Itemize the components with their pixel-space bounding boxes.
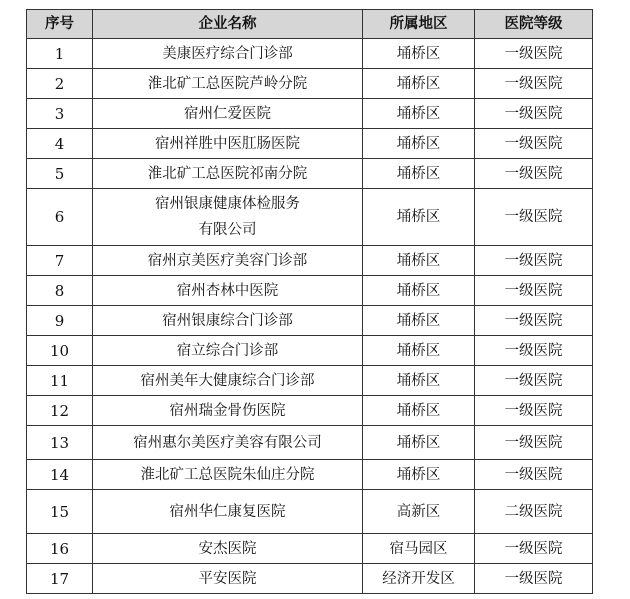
cell-level: 一级医院 bbox=[475, 396, 593, 426]
cell-name-line: 宿州华仁康复医院 bbox=[169, 503, 286, 520]
header-area: 所属地区 bbox=[363, 10, 475, 39]
cell-no: 12 bbox=[27, 396, 93, 426]
table-body bbox=[27, 39, 593, 594]
cell-area: 埇桥区 bbox=[363, 246, 475, 276]
cell-no: 16 bbox=[27, 534, 93, 564]
cell-no: 8 bbox=[27, 276, 93, 306]
cell-area: 埇桥区 bbox=[363, 129, 475, 159]
table-row bbox=[27, 534, 593, 564]
table-row bbox=[27, 39, 593, 69]
cell-level: 一级医院 bbox=[475, 246, 593, 276]
cell-name-line: 安杰医院 bbox=[198, 540, 257, 557]
cell-area: 埇桥区 bbox=[363, 69, 475, 99]
table-row bbox=[27, 189, 593, 246]
cell-level: 一级医院 bbox=[475, 460, 593, 490]
cell-no: 13 bbox=[27, 426, 93, 460]
cell-area: 埇桥区 bbox=[363, 39, 475, 69]
cell-no: 4 bbox=[27, 129, 93, 159]
cell-level: 一级医院 bbox=[475, 306, 593, 336]
header-name: 企业名称 bbox=[93, 10, 363, 39]
table-row bbox=[27, 246, 593, 276]
cell-name-line: 平安医院 bbox=[198, 570, 257, 587]
cell-level: 一级医院 bbox=[475, 189, 593, 246]
table-row bbox=[27, 564, 593, 594]
cell-no: 6 bbox=[27, 189, 93, 246]
cell-area: 埇桥区 bbox=[363, 306, 475, 336]
cell-name-line: 宿州银康健康体检服务 bbox=[155, 196, 300, 212]
table-row bbox=[27, 426, 593, 460]
cell-area: 埇桥区 bbox=[363, 336, 475, 366]
cell-name bbox=[93, 99, 363, 129]
cell-name-line: 宿州京美医疗美容门诊部 bbox=[147, 252, 308, 269]
cell-name bbox=[93, 276, 363, 306]
cell-level: 一级医院 bbox=[475, 366, 593, 396]
cell-name bbox=[93, 159, 363, 189]
cell-no: 1 bbox=[27, 39, 93, 69]
cell-level: 一级医院 bbox=[475, 276, 593, 306]
cell-name-line: 有限公司 bbox=[198, 222, 257, 238]
cell-name-line: 宿州瑞金骨伤医院 bbox=[169, 402, 286, 419]
cell-level: 一级医院 bbox=[475, 39, 593, 69]
table-row bbox=[27, 490, 593, 534]
cell-name bbox=[93, 564, 363, 594]
cell-name bbox=[93, 129, 363, 159]
hospital-table bbox=[26, 9, 593, 594]
cell-level: 一级医院 bbox=[475, 564, 593, 594]
header-level: 医院等级 bbox=[475, 10, 593, 39]
table-row bbox=[27, 366, 593, 396]
cell-name bbox=[93, 396, 363, 426]
cell-no: 2 bbox=[27, 69, 93, 99]
table-row bbox=[27, 460, 593, 490]
cell-level: 一级医院 bbox=[475, 159, 593, 189]
cell-no: 5 bbox=[27, 159, 93, 189]
cell-name bbox=[93, 490, 363, 534]
cell-no: 10 bbox=[27, 336, 93, 366]
cell-name-line: 淮北矿工总医院芦岭分院 bbox=[147, 75, 308, 92]
cell-name-line: 美康医疗综合门诊部 bbox=[162, 45, 293, 62]
cell-level: 一级医院 bbox=[475, 534, 593, 564]
cell-level: 一级医院 bbox=[475, 426, 593, 460]
cell-area: 埇桥区 bbox=[363, 460, 475, 490]
cell-area: 埇桥区 bbox=[363, 159, 475, 189]
hospital-table-container bbox=[26, 9, 592, 594]
cell-name bbox=[93, 366, 363, 396]
cell-name bbox=[93, 336, 363, 366]
table-header-row bbox=[27, 10, 593, 39]
table-row bbox=[27, 129, 593, 159]
cell-name bbox=[93, 189, 363, 246]
cell-name-line: 宿州美年大健康综合门诊部 bbox=[140, 372, 315, 389]
cell-name-line: 宿州银康综合门诊部 bbox=[162, 312, 293, 329]
cell-no: 14 bbox=[27, 460, 93, 490]
cell-name bbox=[93, 534, 363, 564]
table-row bbox=[27, 69, 593, 99]
cell-no: 9 bbox=[27, 306, 93, 336]
cell-no: 11 bbox=[27, 366, 93, 396]
table-row bbox=[27, 159, 593, 189]
cell-area: 埇桥区 bbox=[363, 99, 475, 129]
cell-name bbox=[93, 306, 363, 336]
cell-no: 7 bbox=[27, 246, 93, 276]
cell-name-line: 宿州杏林中医院 bbox=[176, 282, 279, 299]
cell-area: 经济开发区 bbox=[363, 564, 475, 594]
cell-name-line: 淮北矿工总医院祁南分院 bbox=[147, 165, 308, 182]
cell-name bbox=[93, 39, 363, 69]
cell-no: 15 bbox=[27, 490, 93, 534]
table-row bbox=[27, 99, 593, 129]
cell-name-line: 宿州惠尔美医疗美容有限公司 bbox=[133, 434, 322, 451]
header-no: 序号 bbox=[27, 10, 93, 39]
cell-name bbox=[93, 69, 363, 99]
table-row bbox=[27, 306, 593, 336]
cell-name-line: 宿州祥胜中医肛肠医院 bbox=[155, 135, 300, 152]
cell-level: 一级医院 bbox=[475, 99, 593, 129]
cell-area: 宿马园区 bbox=[363, 534, 475, 564]
cell-name bbox=[93, 460, 363, 490]
table-row bbox=[27, 336, 593, 366]
cell-no: 17 bbox=[27, 564, 93, 594]
cell-name-line: 宿州仁爱医院 bbox=[184, 105, 271, 122]
cell-name bbox=[93, 426, 363, 460]
cell-name bbox=[93, 246, 363, 276]
table-row bbox=[27, 396, 593, 426]
cell-name-line: 宿立综合门诊部 bbox=[176, 342, 279, 359]
cell-area: 埇桥区 bbox=[363, 426, 475, 460]
cell-level: 一级医院 bbox=[475, 336, 593, 366]
cell-level: 二级医院 bbox=[475, 490, 593, 534]
cell-area: 埇桥区 bbox=[363, 366, 475, 396]
cell-level: 一级医院 bbox=[475, 129, 593, 159]
cell-area: 埇桥区 bbox=[363, 276, 475, 306]
table-row bbox=[27, 276, 593, 306]
cell-no: 3 bbox=[27, 99, 93, 129]
cell-area: 埇桥区 bbox=[363, 396, 475, 426]
cell-area: 高新区 bbox=[363, 490, 475, 534]
cell-area: 埇桥区 bbox=[363, 189, 475, 246]
cell-level: 一级医院 bbox=[475, 69, 593, 99]
cell-name-line: 淮北矿工总医院朱仙庄分院 bbox=[140, 466, 315, 483]
